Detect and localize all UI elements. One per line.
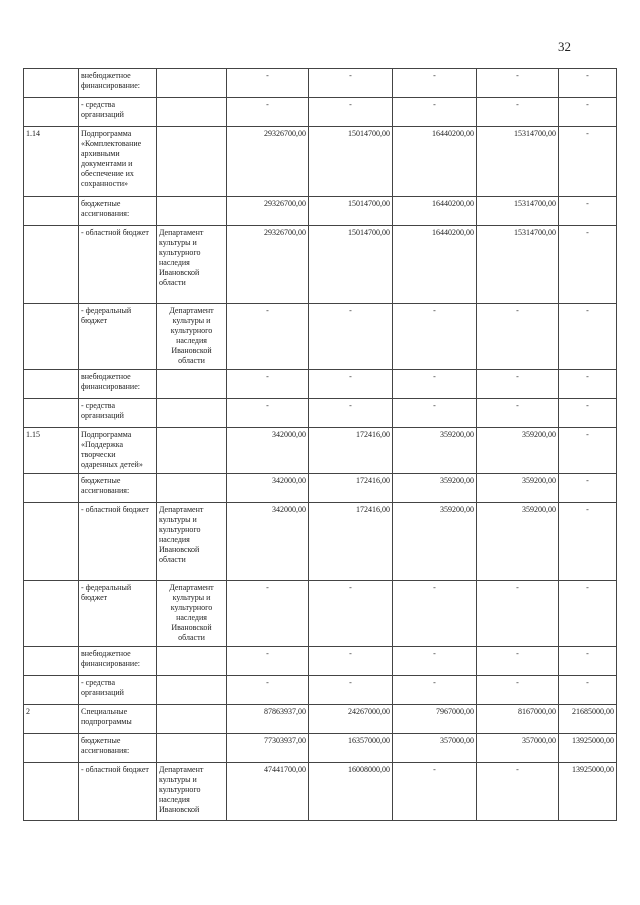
row-number-cell — [24, 474, 79, 503]
table-row — [24, 127, 617, 197]
amount-year-5-cell: - — [559, 428, 617, 474]
row-number-cell — [24, 676, 79, 705]
amount-year-1-cell: 47441700,00 — [227, 763, 309, 821]
amount-year-4-cell: - — [477, 647, 559, 676]
amount-year-2-cell: - — [309, 581, 393, 647]
amount-year-3-cell: - — [393, 304, 477, 370]
amount-year-3-cell: - — [393, 647, 477, 676]
amount-year-2-cell: 16008000,00 — [309, 763, 393, 821]
amount-year-1-cell: - — [227, 581, 309, 647]
row-number-cell — [24, 226, 79, 304]
amount-year-3-cell: - — [393, 69, 477, 98]
department-cell — [157, 647, 227, 676]
amount-year-2-cell: - — [309, 304, 393, 370]
amount-year-4-cell: 15314700,00 — [477, 197, 559, 226]
amount-year-3-cell: 16440200,00 — [393, 127, 477, 197]
amount-year-5-cell: - — [559, 226, 617, 304]
table-row — [24, 647, 617, 676]
table-row — [24, 98, 617, 127]
row-number-cell: 1.14 — [24, 127, 79, 197]
amount-year-3-cell: - — [393, 763, 477, 821]
row-number-cell — [24, 69, 79, 98]
department-cell — [157, 69, 227, 98]
amount-year-2-cell: - — [309, 647, 393, 676]
row-number-cell: 2 — [24, 705, 79, 734]
table-row — [24, 734, 617, 763]
table-row — [24, 676, 617, 705]
department-cell — [157, 127, 227, 197]
amount-year-3-cell: - — [393, 399, 477, 428]
table-row — [24, 226, 617, 304]
amount-year-5-cell: 13925000,00 — [559, 763, 617, 821]
amount-year-2-cell: 15014700,00 — [309, 226, 393, 304]
amount-year-2-cell: 172416,00 — [309, 428, 393, 474]
amount-year-5-cell: - — [559, 98, 617, 127]
table-row — [24, 503, 617, 581]
amount-year-5-cell: - — [559, 370, 617, 399]
amount-year-2-cell: 172416,00 — [309, 503, 393, 581]
amount-year-3-cell: - — [393, 581, 477, 647]
department-cell — [157, 428, 227, 474]
row-number-cell — [24, 197, 79, 226]
row-number-cell — [24, 763, 79, 821]
row-number-cell — [24, 98, 79, 127]
row-number-cell — [24, 370, 79, 399]
amount-year-3-cell: 7967000,00 — [393, 705, 477, 734]
amount-year-1-cell: - — [227, 647, 309, 676]
item-name-cell: - областной бюджет — [79, 503, 157, 581]
amount-year-5-cell: - — [559, 676, 617, 705]
item-name-cell: - федеральный бюджет — [79, 304, 157, 370]
amount-year-3-cell: 359200,00 — [393, 503, 477, 581]
department-cell — [157, 399, 227, 428]
amount-year-1-cell: 29326700,00 — [227, 127, 309, 197]
amount-year-2-cell: - — [309, 399, 393, 428]
department-cell: Департамент культуры и культурного наследия Ивановской области — [157, 226, 227, 304]
table-row — [24, 705, 617, 734]
amount-year-1-cell: - — [227, 98, 309, 127]
amount-year-1-cell: - — [227, 399, 309, 428]
amount-year-4-cell: 8167000,00 — [477, 705, 559, 734]
amount-year-4-cell: - — [477, 581, 559, 647]
amount-year-5-cell: - — [559, 474, 617, 503]
item-name-cell: - федеральный бюджет — [79, 581, 157, 647]
amount-year-5-cell: - — [559, 127, 617, 197]
item-name-cell: внебюджетное финансирование: — [79, 69, 157, 98]
amount-year-2-cell: - — [309, 370, 393, 399]
amount-year-2-cell: 172416,00 — [309, 474, 393, 503]
amount-year-2-cell: - — [309, 69, 393, 98]
page-number: 32 — [558, 39, 571, 54]
amount-year-1-cell: 342000,00 — [227, 428, 309, 474]
item-name-cell: - средства организаций — [79, 676, 157, 705]
item-name-cell: - средства организаций — [79, 399, 157, 428]
amount-year-4-cell: - — [477, 399, 559, 428]
amount-year-3-cell: 357000,00 — [393, 734, 477, 763]
item-name-cell: - областной бюджет — [79, 226, 157, 304]
table-row — [24, 370, 617, 399]
amount-year-4-cell: - — [477, 676, 559, 705]
amount-year-1-cell: 342000,00 — [227, 474, 309, 503]
amount-year-1-cell: 29326700,00 — [227, 197, 309, 226]
amount-year-4-cell: - — [477, 304, 559, 370]
amount-year-5-cell: - — [559, 69, 617, 98]
row-number-cell — [24, 304, 79, 370]
amount-year-4-cell: 15314700,00 — [477, 226, 559, 304]
amount-year-1-cell: - — [227, 676, 309, 705]
item-name-cell: внебюджетное финансирование: — [79, 370, 157, 399]
amount-year-5-cell: - — [559, 304, 617, 370]
amount-year-1-cell: - — [227, 69, 309, 98]
item-name-cell: бюджетные ассигнования: — [79, 197, 157, 226]
amount-year-4-cell: - — [477, 69, 559, 98]
table-row — [24, 428, 617, 474]
department-cell: Департамент культуры и культурного наследия Ивановской области — [157, 304, 227, 370]
item-name-cell: бюджетные ассигнования: — [79, 734, 157, 763]
amount-year-4-cell: 359200,00 — [477, 503, 559, 581]
amount-year-2-cell: 16357000,00 — [309, 734, 393, 763]
amount-year-4-cell: - — [477, 370, 559, 399]
item-name-cell: - средства организаций — [79, 98, 157, 127]
amount-year-4-cell: 15314700,00 — [477, 127, 559, 197]
department-cell — [157, 705, 227, 734]
amount-year-2-cell: 15014700,00 — [309, 197, 393, 226]
department-cell — [157, 98, 227, 127]
amount-year-4-cell: 357000,00 — [477, 734, 559, 763]
item-name-cell: Специальные подпрограммы — [79, 705, 157, 734]
table-row — [24, 304, 617, 370]
row-number-cell — [24, 647, 79, 676]
row-number-cell — [24, 399, 79, 428]
amount-year-5-cell: - — [559, 581, 617, 647]
department-cell — [157, 734, 227, 763]
department-cell — [157, 676, 227, 705]
table-row — [24, 197, 617, 226]
department-cell — [157, 370, 227, 399]
amount-year-3-cell: - — [393, 676, 477, 705]
department-cell: Департамент культуры и культурного наследия Ивановской области — [157, 503, 227, 581]
amount-year-1-cell: - — [227, 370, 309, 399]
amount-year-5-cell: - — [559, 503, 617, 581]
table-body — [24, 69, 617, 821]
department-cell: Департамент культуры и культурного наследия Ивановской — [157, 763, 227, 821]
amount-year-5-cell: 13925000,00 — [559, 734, 617, 763]
amount-year-2-cell: - — [309, 676, 393, 705]
amount-year-4-cell: 359200,00 — [477, 474, 559, 503]
amount-year-2-cell: 15014700,00 — [309, 127, 393, 197]
department-cell: Департамент культуры и культурного наследия Ивановской области — [157, 581, 227, 647]
amount-year-2-cell: - — [309, 98, 393, 127]
table-row — [24, 399, 617, 428]
amount-year-5-cell: - — [559, 399, 617, 428]
item-name-cell: - областной бюджет — [79, 763, 157, 821]
amount-year-4-cell: - — [477, 98, 559, 127]
amount-year-3-cell: - — [393, 370, 477, 399]
amount-year-1-cell: 29326700,00 — [227, 226, 309, 304]
table-row — [24, 69, 617, 98]
table-row — [24, 581, 617, 647]
amount-year-1-cell: 77303937,00 — [227, 734, 309, 763]
amount-year-3-cell: 16440200,00 — [393, 197, 477, 226]
row-number-cell: 1.15 — [24, 428, 79, 474]
department-cell — [157, 474, 227, 503]
item-name-cell: внебюджетное финансирование: — [79, 647, 157, 676]
budget-table — [23, 68, 617, 821]
amount-year-1-cell: - — [227, 304, 309, 370]
item-name-cell: Подпрограмма «Комплектование архивными документами и обеспечение их сохранности» — [79, 127, 157, 197]
table-row — [24, 474, 617, 503]
amount-year-5-cell: 21685000,00 — [559, 705, 617, 734]
amount-year-3-cell: 359200,00 — [393, 474, 477, 503]
amount-year-3-cell: 16440200,00 — [393, 226, 477, 304]
amount-year-3-cell: - — [393, 98, 477, 127]
table-row — [24, 763, 617, 821]
item-name-cell: бюджетные ассигнования: — [79, 474, 157, 503]
amount-year-5-cell: - — [559, 647, 617, 676]
amount-year-3-cell: 359200,00 — [393, 428, 477, 474]
row-number-cell — [24, 503, 79, 581]
row-number-cell — [24, 581, 79, 647]
department-cell — [157, 197, 227, 226]
item-name-cell: Подпрограмма «Поддержка творчески одаренных детей» — [79, 428, 157, 474]
amount-year-5-cell: - — [559, 197, 617, 226]
row-number-cell — [24, 734, 79, 763]
amount-year-1-cell: 342000,00 — [227, 503, 309, 581]
amount-year-1-cell: 87863937,00 — [227, 705, 309, 734]
amount-year-4-cell: 359200,00 — [477, 428, 559, 474]
amount-year-2-cell: 24267000,00 — [309, 705, 393, 734]
amount-year-4-cell: - — [477, 763, 559, 821]
